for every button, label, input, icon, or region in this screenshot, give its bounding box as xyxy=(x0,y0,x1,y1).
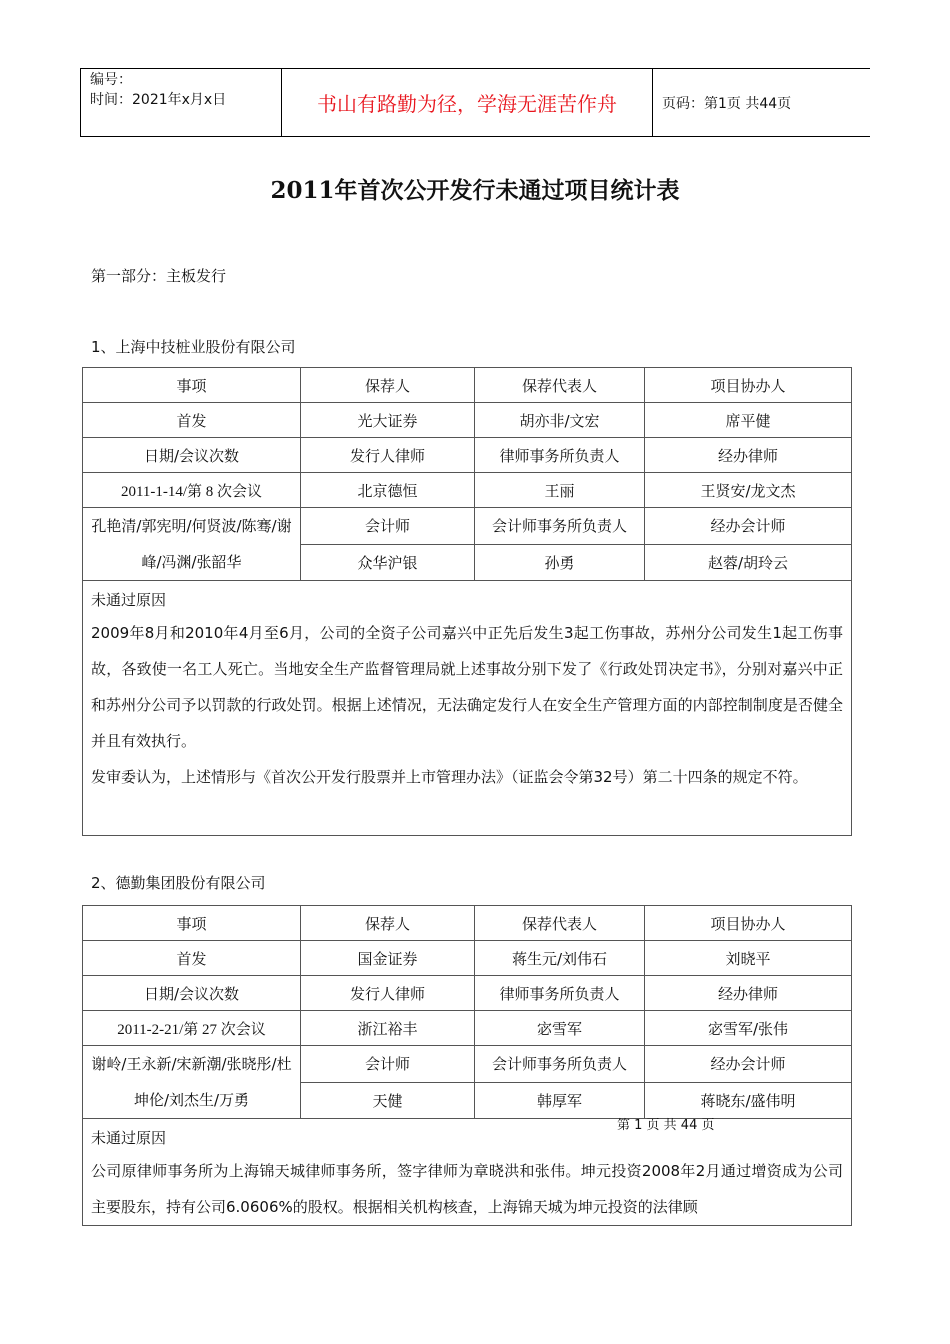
reason-paragraph: 公司原律师事务所为上海锦天城律师事务所，签字律师为章晓洪和张伟。坤元投资2008年2月通过增资成为公司主要股东，持有公司6.0606%的股权。根据相关机构核查，上海锦天城为坤元投资的法律顾 xyxy=(91,1162,843,1216)
table-cell: 经办会计师 xyxy=(645,1046,852,1083)
table-cell: 孙勇 xyxy=(475,544,645,581)
table-row xyxy=(83,403,852,438)
table-cell: 事项 xyxy=(83,906,301,941)
table-cell: 保荐人 xyxy=(301,906,475,941)
table-cell: 首发 xyxy=(83,403,301,438)
table-cell: 蒋生元/刘伟石 xyxy=(475,941,645,976)
table-cell: 事项 xyxy=(83,368,301,403)
table-cell: 项目协办人 xyxy=(645,906,852,941)
table-row xyxy=(83,473,852,508)
section-heading: 1、上海中技桩业股份有限公司 xyxy=(91,338,296,356)
rejection-reason-cell xyxy=(83,581,852,836)
table-cell: 蒋晓东/盛伟明 xyxy=(645,1082,852,1119)
table-cell: 席平健 xyxy=(645,403,852,438)
title-text: 年首次公开发行未通过项目统计表 xyxy=(334,178,680,204)
table-cell: 宓雪军 xyxy=(475,1011,645,1046)
reason-title: 未通过原因 xyxy=(91,1129,167,1147)
table-cell: 经办会计师 xyxy=(645,508,852,545)
committee-members-cell: 孔艳清/郭宪明/何贤波/陈骞/谢峰/冯渊/张韶华 xyxy=(83,508,301,581)
table-cell: 2011-2-21/第 27 次会议 xyxy=(83,1011,301,1046)
table-cell: 首发 xyxy=(83,941,301,976)
table-row xyxy=(83,906,852,941)
table-cell: 律师事务所负责人 xyxy=(475,438,645,473)
table-cell: 王贤安/龙文杰 xyxy=(645,473,852,508)
table-cell: 王丽 xyxy=(475,473,645,508)
table-cell: 国金证券 xyxy=(301,941,475,976)
reason-title: 未通过原因 xyxy=(91,591,167,609)
table-cell: 经办律师 xyxy=(645,438,852,473)
rejection-reason-cell xyxy=(83,1119,852,1226)
table-cell: 宓雪军/张伟 xyxy=(645,1011,852,1046)
table-cell: 赵蓉/胡玲云 xyxy=(645,544,852,581)
page-footer: 第 1 页 共 44 页 xyxy=(617,1118,715,1133)
table-row xyxy=(83,1011,852,1046)
title-year: 2011 xyxy=(270,177,335,204)
table-cell: 日期/会议次数 xyxy=(83,976,301,1011)
table-cell: 项目协办人 xyxy=(645,368,852,403)
header-page-label: 页码：第1页 共44页 xyxy=(662,95,792,112)
serial-label: 编号： xyxy=(90,72,132,88)
project-table xyxy=(82,905,852,1226)
header-meta xyxy=(80,69,281,136)
table-cell: 会计师 xyxy=(301,508,475,545)
table-cell: 天健 xyxy=(301,1082,475,1119)
table-cell: 保荐代表人 xyxy=(475,906,645,941)
table-cell: 保荐人 xyxy=(301,368,475,403)
part-heading: 第一部分：主板发行 xyxy=(91,267,227,285)
table-row xyxy=(83,368,852,403)
table-row xyxy=(83,941,852,976)
header-motto: 书山有路勤为径，学海无涯苦作舟 xyxy=(281,69,653,136)
section-heading: 2、德勤集团股份有限公司 xyxy=(91,874,266,892)
table-row xyxy=(83,1119,852,1226)
reason-paragraph: 发审委认为，上述情形与《首次公开发行股票并上市管理办法》（证监会令第32号）第二十四条的规定不符。 xyxy=(91,768,808,786)
committee-members-cell: 谢岭/王永新/宋新潮/张晓彤/杜坤伦/刘杰生/万勇 xyxy=(83,1046,301,1119)
table-row xyxy=(83,508,852,545)
table-cell: 会计师 xyxy=(301,1046,475,1083)
table-cell: 刘晓平 xyxy=(645,941,852,976)
project-table xyxy=(82,367,852,836)
document-title xyxy=(0,172,950,205)
table-cell: 浙江裕丰 xyxy=(301,1011,475,1046)
table-cell: 光大证券 xyxy=(301,403,475,438)
table-cell: 日期/会议次数 xyxy=(83,438,301,473)
table-cell: 会计师事务所负责人 xyxy=(475,508,645,545)
table-cell: 经办律师 xyxy=(645,976,852,1011)
table-row xyxy=(83,976,852,1011)
table-cell: 会计师事务所负责人 xyxy=(475,1046,645,1083)
reason-paragraph: 2009年8月和2010年4月至6月，公司的全资子公司嘉兴中正先后发生3起工伤事故，苏州分公司发生1起工伤事故，各致使一名工人死亡。当地安全生产监督管理局就上述事故分别下发了《行政处罚决定书》，分别对嘉兴中正和苏州分公司予以罚款的行政处罚。根据上述情况，无法确定发行人在安全生产管理方面的内部控制制度是否健全并且有效执行。 xyxy=(91,624,843,750)
page-header xyxy=(80,68,870,137)
table-cell: 众华沪银 xyxy=(301,544,475,581)
table-cell: 2011-1-14/第 8 次会议 xyxy=(83,473,301,508)
table-row xyxy=(83,581,852,836)
table-cell: 北京德恒 xyxy=(301,473,475,508)
table-cell: 韩厚军 xyxy=(475,1082,645,1119)
table-cell: 发行人律师 xyxy=(301,438,475,473)
table-row xyxy=(83,438,852,473)
table-cell: 发行人律师 xyxy=(301,976,475,1011)
table-row xyxy=(83,1046,852,1083)
table-cell: 胡亦非/文宏 xyxy=(475,403,645,438)
table-cell: 律师事务所负责人 xyxy=(475,976,645,1011)
table-cell: 保荐代表人 xyxy=(475,368,645,403)
time-label: 时间：2021年x月x日 xyxy=(90,92,227,108)
